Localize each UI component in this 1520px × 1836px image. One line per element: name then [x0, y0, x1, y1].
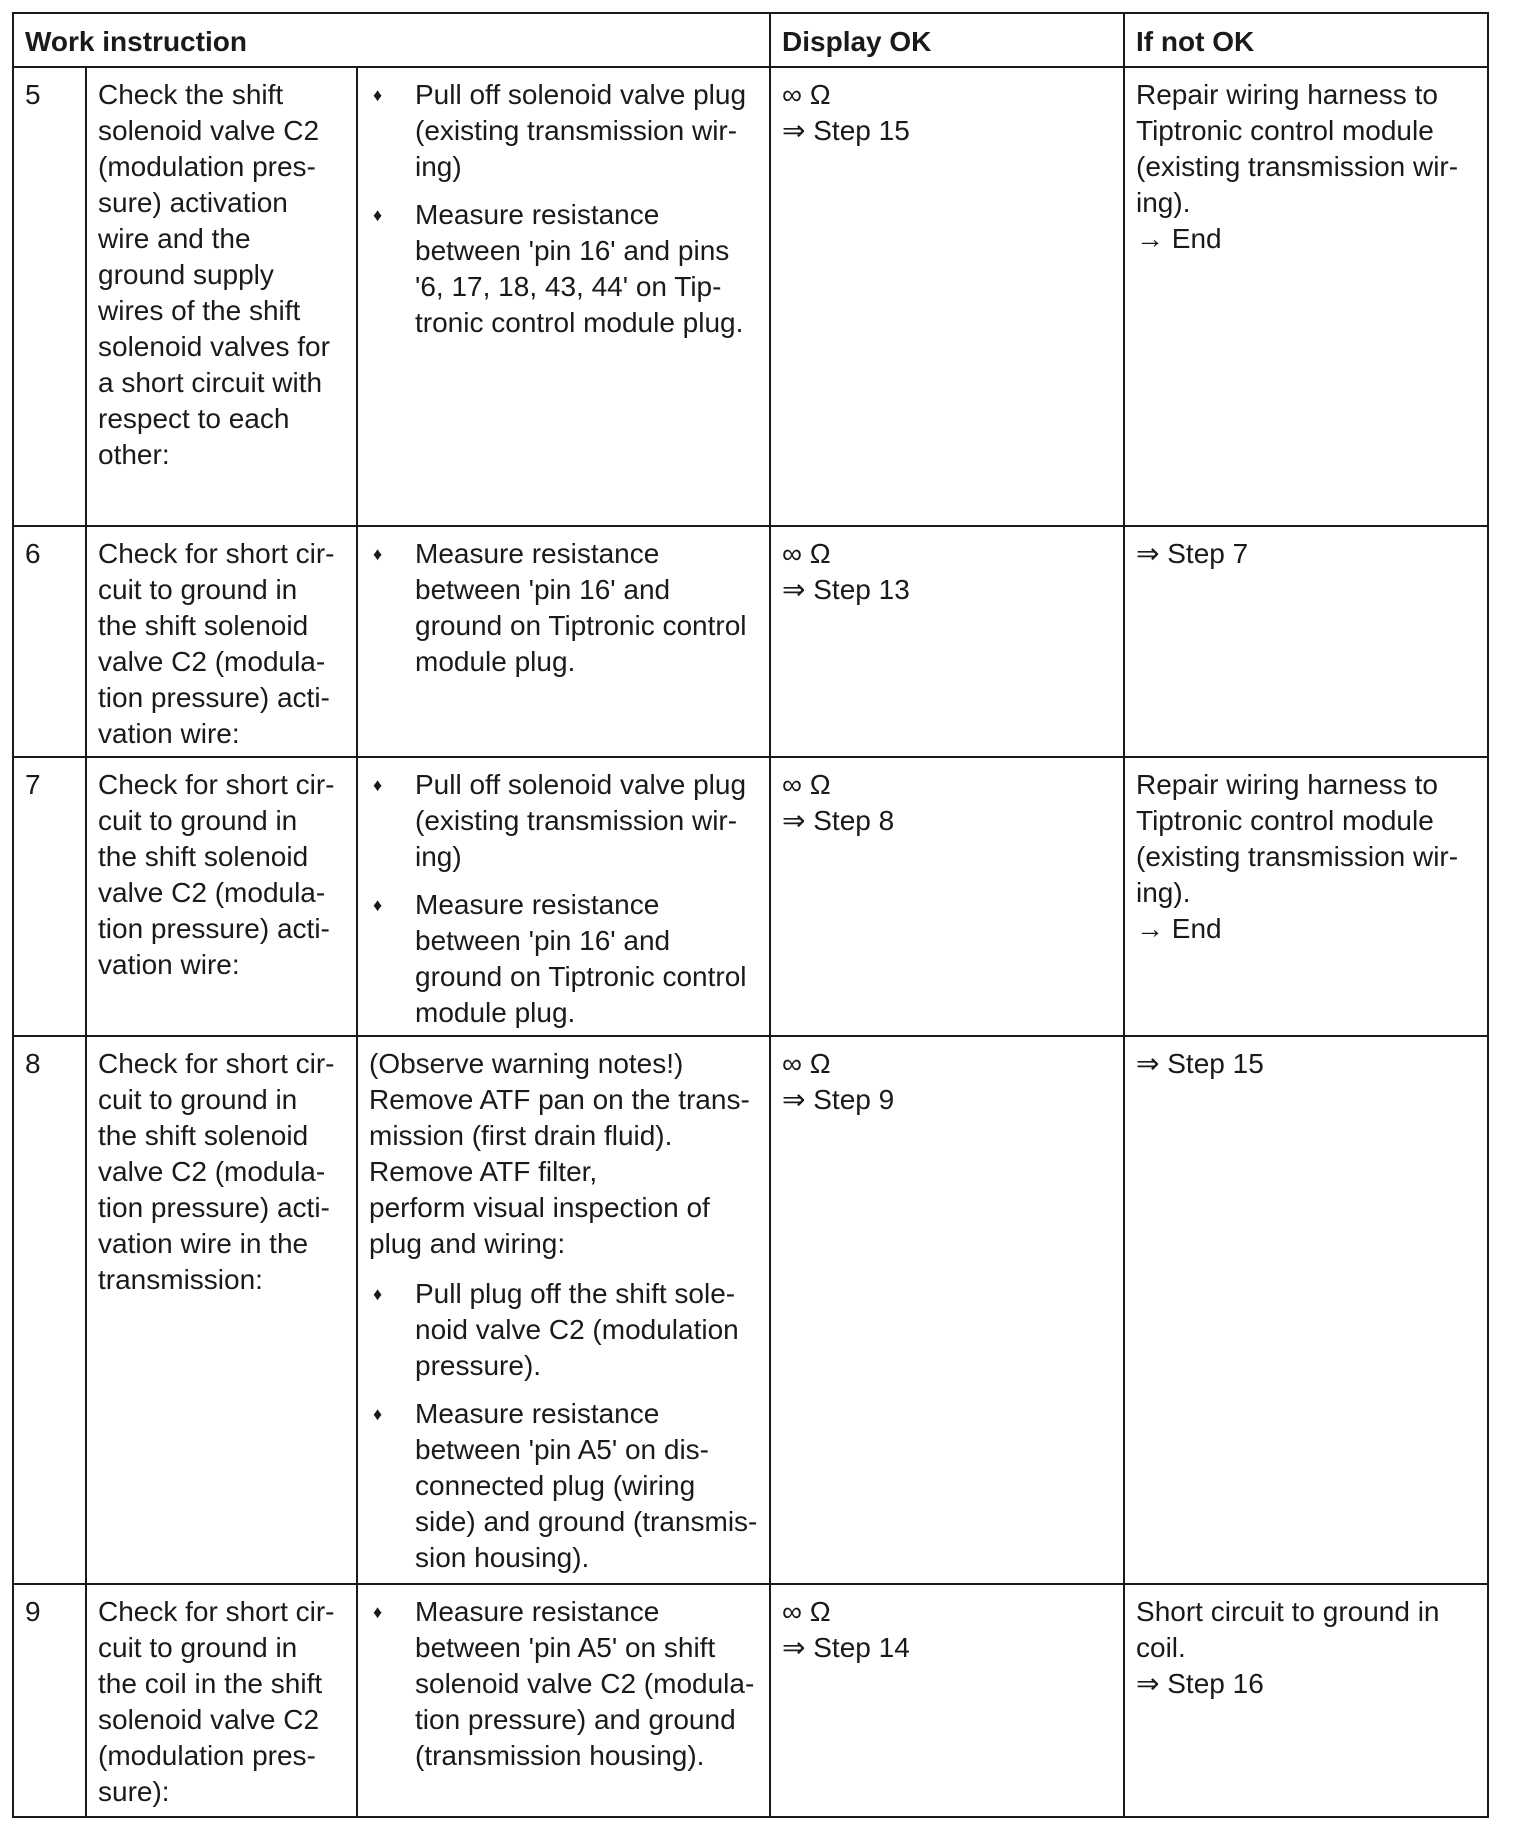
table-row	[13, 67, 1488, 526]
check-line: the shift solenoid	[98, 1120, 309, 1151]
bullet-line: tion pressure) and ground	[415, 1704, 736, 1735]
bullet-line: Measure resistance	[415, 199, 660, 230]
check-line: (modulation pres-	[98, 151, 316, 182]
check-line: sure):	[98, 1776, 170, 1807]
check-line: the coil in the shift	[98, 1668, 323, 1699]
display-ok-line: ⇒ Step 9	[782, 1084, 895, 1115]
if-not-ok-line: → End	[1136, 913, 1222, 944]
check-description	[86, 1036, 357, 1584]
display-ok	[770, 1036, 1124, 1584]
bullet-line: between 'pin 16' and pins	[415, 235, 730, 266]
procedure-bullet	[369, 1276, 759, 1384]
document-page	[12, 12, 1487, 1818]
procedure-bullet	[369, 887, 759, 1031]
bullet-text	[415, 1276, 759, 1384]
procedure	[357, 526, 770, 757]
if-not-ok	[1124, 757, 1488, 1036]
procedure	[357, 757, 770, 1036]
diamond-bullet-icon: ♦	[373, 775, 383, 795]
if-not-ok	[1124, 1036, 1488, 1584]
display-ok-line: ∞ Ω	[782, 769, 831, 800]
check-description	[86, 67, 357, 526]
check-line: other:	[98, 439, 170, 470]
if-not-ok-line: ⇒ Step 7	[1136, 538, 1249, 569]
if-not-ok-line: ing).	[1136, 187, 1191, 218]
bullet-line: ground on Tiptronic control	[415, 610, 747, 641]
procedure-intro	[369, 1046, 759, 1262]
header-if-not-ok: If not OK	[1124, 13, 1488, 67]
table-row	[13, 1584, 1488, 1817]
check-line: Check for short cir-	[98, 1596, 335, 1627]
check-line: valve C2 (modula-	[98, 1156, 326, 1187]
if-not-ok-line: Tiptronic control module	[1136, 115, 1434, 146]
step-number: 6	[13, 526, 86, 757]
bullet-line: (existing transmission wir-	[415, 805, 738, 836]
if-not-ok	[1124, 67, 1488, 526]
procedure-bullet	[369, 197, 759, 341]
display-ok-line: ⇒ Step 13	[782, 574, 910, 605]
if-not-ok	[1124, 526, 1488, 757]
work-instruction-table	[12, 12, 1489, 1818]
bullet-line: connected plug (wiring	[415, 1470, 696, 1501]
display-ok-line: ∞ Ω	[782, 1048, 831, 1079]
check-description	[86, 1584, 357, 1817]
bullet-line: (existing transmission wir-	[415, 115, 738, 146]
if-not-ok-line: ing).	[1136, 877, 1191, 908]
check-line: solenoid valves for	[98, 331, 330, 362]
check-line: Check for short cir-	[98, 1048, 335, 1079]
procedure-bullet	[369, 536, 759, 680]
check-line: Check the shift	[98, 79, 284, 110]
check-line: respect to each	[98, 403, 290, 434]
if-not-ok-line: (existing transmission wir-	[1136, 841, 1459, 872]
check-line: tion pressure) acti-	[98, 913, 330, 944]
check-line: vation wire:	[98, 949, 240, 980]
if-not-ok-line: → End	[1136, 223, 1222, 254]
diamond-bullet-icon: ♦	[373, 1404, 383, 1424]
display-ok-line: ∞ Ω	[782, 1596, 831, 1627]
procedure-bullet	[369, 1396, 759, 1576]
bullet-line: module plug.	[415, 646, 576, 677]
bullet-text	[415, 887, 759, 1031]
header-display-ok: Display OK	[770, 13, 1124, 67]
bullet-line: (transmission housing).	[415, 1740, 705, 1771]
bullet-text	[415, 1594, 759, 1774]
bullet-line: Measure resistance	[415, 538, 660, 569]
diamond-bullet-icon: ♦	[373, 544, 383, 564]
intro-line: Remove ATF filter,	[369, 1156, 598, 1187]
display-ok	[770, 67, 1124, 526]
intro-line: mission (first drain fluid).	[369, 1120, 673, 1151]
table-row	[13, 526, 1488, 757]
check-line: tion pressure) acti-	[98, 682, 330, 713]
diamond-bullet-icon: ♦	[373, 1284, 383, 1304]
step-number: 7	[13, 757, 86, 1036]
check-line: a short circuit with	[98, 367, 323, 398]
check-line: Check for short cir-	[98, 538, 335, 569]
step-number: 9	[13, 1584, 86, 1817]
if-not-ok	[1124, 1584, 1488, 1817]
check-line: ground supply	[98, 259, 274, 290]
if-not-ok-line: Repair wiring harness to	[1136, 769, 1438, 800]
diamond-bullet-icon: ♦	[373, 205, 383, 225]
if-not-ok-line: (existing transmission wir-	[1136, 151, 1459, 182]
bullet-line: '6, 17, 18, 43, 44' on Tip-	[415, 271, 722, 302]
if-not-ok-line: Repair wiring harness to	[1136, 79, 1438, 110]
procedure-bullet	[369, 77, 759, 185]
bullet-line: ing)	[415, 151, 462, 182]
check-line: tion pressure) acti-	[98, 1192, 330, 1223]
check-line: sure) activation	[98, 187, 288, 218]
bullet-line: Measure resistance	[415, 1398, 660, 1429]
if-not-ok-line: ⇒ Step 16	[1136, 1668, 1264, 1699]
check-line: transmission:	[98, 1264, 263, 1295]
step-number: 8	[13, 1036, 86, 1584]
bullet-line: pressure).	[415, 1350, 542, 1381]
procedure	[357, 67, 770, 526]
check-line: the shift solenoid	[98, 841, 309, 872]
bullet-line: ing)	[415, 841, 462, 872]
table-row	[13, 1036, 1488, 1584]
step-number: 5	[13, 67, 86, 526]
procedure	[357, 1036, 770, 1584]
intro-line: Remove ATF pan on the trans-	[369, 1084, 750, 1115]
bullet-line: solenoid valve C2 (modula-	[415, 1668, 755, 1699]
display-ok-line: ⇒ Step 8	[782, 805, 895, 836]
intro-line: (Observe warning notes!)	[369, 1048, 684, 1079]
bullet-text	[415, 767, 759, 875]
diamond-bullet-icon: ♦	[373, 1602, 383, 1622]
intro-line: plug and wiring:	[369, 1228, 566, 1259]
procedure-bullet	[369, 767, 759, 875]
check-description	[86, 526, 357, 757]
table-row	[13, 757, 1488, 1036]
bullet-line: between 'pin A5' on shift	[415, 1632, 716, 1663]
display-ok	[770, 757, 1124, 1036]
check-line: vation wire in the	[98, 1228, 309, 1259]
bullet-line: Measure resistance	[415, 889, 660, 920]
diamond-bullet-icon: ♦	[373, 895, 383, 915]
check-line: wire and the	[98, 223, 251, 254]
bullet-line: Pull off solenoid valve plug	[415, 769, 747, 800]
bullet-line: tronic control module plug.	[415, 307, 744, 338]
procedure	[357, 1584, 770, 1817]
bullet-line: Pull off solenoid valve plug	[415, 79, 747, 110]
check-line: solenoid valve C2	[98, 1704, 320, 1735]
check-line: solenoid valve C2	[98, 115, 320, 146]
procedure-bullet	[369, 1594, 759, 1774]
check-description	[86, 757, 357, 1036]
intro-line: perform visual inspection of	[369, 1192, 710, 1223]
bullet-line: module plug.	[415, 997, 576, 1028]
if-not-ok-line: Short circuit to ground in	[1136, 1596, 1440, 1627]
check-line: valve C2 (modula-	[98, 877, 326, 908]
if-not-ok-line: coil.	[1136, 1632, 1186, 1663]
bullet-line: noid valve C2 (modulation	[415, 1314, 739, 1345]
check-line: (modulation pres-	[98, 1740, 316, 1771]
bullet-line: sion housing).	[415, 1542, 590, 1573]
diamond-bullet-icon: ♦	[373, 85, 383, 105]
bullet-line: ground on Tiptronic control	[415, 961, 747, 992]
bullet-line: between 'pin 16' and	[415, 925, 671, 956]
display-ok	[770, 526, 1124, 757]
bullet-text	[415, 77, 759, 185]
bullet-text	[415, 197, 759, 341]
display-ok-line: ⇒ Step 15	[782, 115, 910, 146]
check-line: cuit to ground in	[98, 1084, 298, 1115]
if-not-ok-line: Tiptronic control module	[1136, 805, 1434, 836]
display-ok-line: ∞ Ω	[782, 538, 831, 569]
bullet-line: between 'pin A5' on dis-	[415, 1434, 709, 1465]
bullet-line: side) and ground (transmis-	[415, 1506, 758, 1537]
check-line: valve C2 (modula-	[98, 646, 326, 677]
if-not-ok-line: ⇒ Step 15	[1136, 1048, 1264, 1079]
check-line: the shift solenoid	[98, 610, 309, 641]
bullet-line: between 'pin 16' and	[415, 574, 671, 605]
check-line: wires of the shift	[98, 295, 301, 326]
display-ok-line: ⇒ Step 14	[782, 1632, 910, 1663]
bullet-line: Measure resistance	[415, 1596, 660, 1627]
bullet-text	[415, 536, 759, 680]
table-header-row	[13, 13, 1488, 67]
bullet-line: Pull plug off the shift sole-	[415, 1278, 736, 1309]
header-work-instruction: Work instruction	[13, 13, 770, 67]
check-line: cuit to ground in	[98, 574, 298, 605]
check-line: vation wire:	[98, 718, 240, 749]
display-ok	[770, 1584, 1124, 1817]
display-ok-line: ∞ Ω	[782, 79, 831, 110]
check-line: cuit to ground in	[98, 1632, 298, 1663]
check-line: cuit to ground in	[98, 805, 298, 836]
bullet-text	[415, 1396, 759, 1576]
check-line: Check for short cir-	[98, 769, 335, 800]
